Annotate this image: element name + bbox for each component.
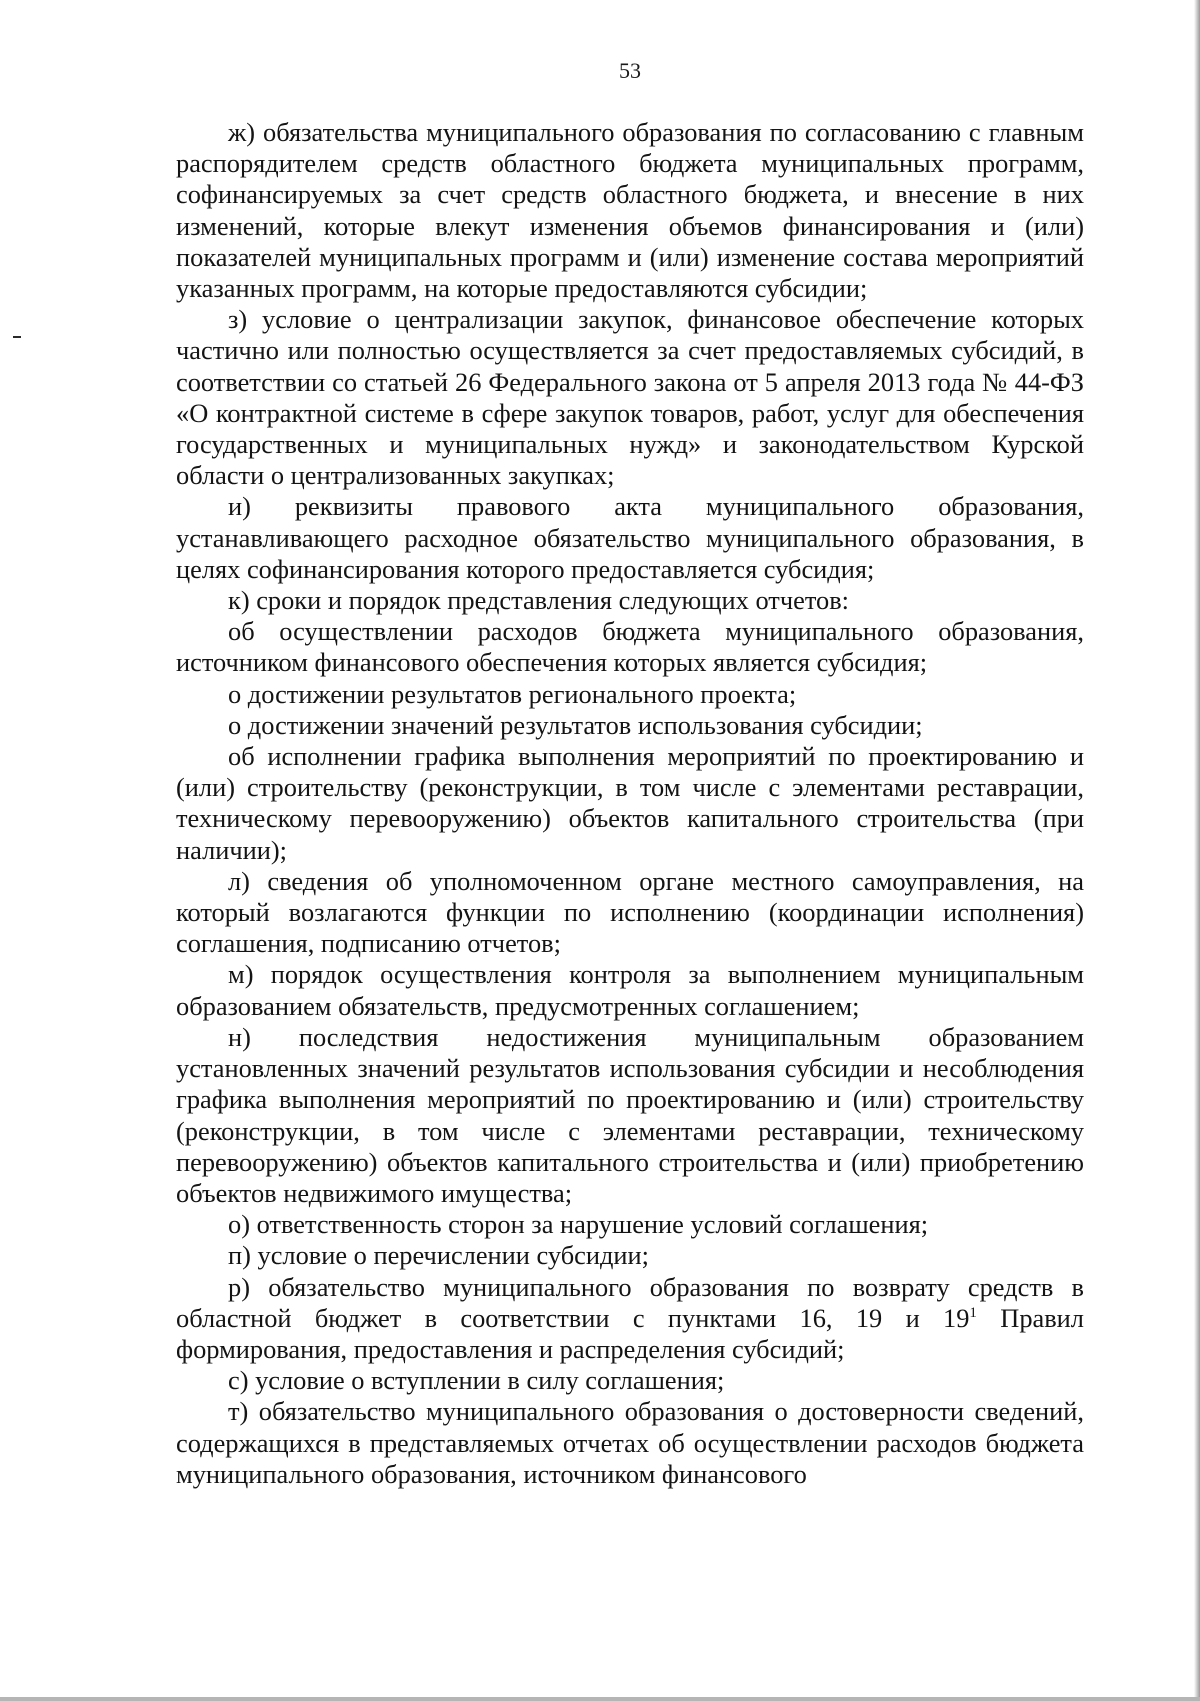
paragraph-n: н) последствия недостижения муниципальным образованием установленных значений результатов использования субсидии и несоблюдения графика выполнения мероприятий по проектированию и (или) строительству (реконструкции, в том числе с элементами реставрации, техническому перевооружению) объектов капитального строительства и (или) приобретению объектов недвижимого имущества; (176, 1021, 1084, 1208)
paragraph-report-schedule: об исполнении графика выполнения мероприятий по проектированию и (или) строительству (реконструкции, в том числе с элементами реставрации, техническому перевооружению) объектов капитального строительства (при наличии); (176, 741, 1084, 865)
paragraph-s: с) условие о вступлении в силу соглашения; (228, 1365, 725, 1396)
paragraph-t: т) обязательство муниципального образования о достоверности сведений, содержащихся в представляемых отчетах об осуществлении расходов бюджета муниципального образования, источником финансового (176, 1396, 1084, 1489)
paragraph-report-expenses: об осуществлении расходов бюджета муниципального образования, источником финансового обеспечения которых является субсидия; (176, 616, 1084, 678)
document-body (176, 117, 1084, 1490)
scan-edge-right (1194, 0, 1200, 1701)
paragraph-p: п) условие о перечислении субсидии; (228, 1240, 649, 1271)
paragraph-r-text-end: Правил формирования, предоставления и распределения субсидий; (176, 1302, 1084, 1364)
scan-edge-bottom (0, 1697, 1200, 1701)
paragraph-o: о) ответственность сторон за нарушение условий соглашения; (228, 1209, 929, 1240)
paragraph-zh: ж) обязательства муниципального образования по согласованию с главным распорядителем средств областного бюджета муниципальных программ, софинансируемых за счет средств областного бюджета, и внесение в них изменений, которые влекут изменения объемов финансирования и (или) показателей муниципальных программ и (или) изменение состава мероприятий указанных программ, на которые предоставляются субсидии; (176, 117, 1084, 304)
paragraph-r-superscript: 1 (969, 1304, 977, 1321)
paragraph-m: м) порядок осуществления контроля за выполнением муниципальным образованием обязательств, предусмотренных соглашением; (176, 959, 1084, 1021)
paragraph-r-text-start: р) обязательство муниципального образования по возврату средств в областной бюджет в соответствии с пунктами 16, 19 и 19 (176, 1271, 1084, 1333)
paragraph-k: к) сроки и порядок представления следующих отчетов: (228, 585, 850, 616)
paragraph-report-result-values: о достижении значений результатов использования субсидии; (228, 709, 923, 740)
paragraph-report-regional-project: о достижении результатов регионального проекта; (228, 678, 797, 709)
paragraph-r (176, 1272, 1084, 1366)
page-number: 53 (619, 58, 641, 83)
paragraph-i: и) реквизиты правового акта муниципального образования, устанавливающего расходное обязательство муниципального образования, в целях софинансирования которого предоставляется субсидия; (176, 491, 1084, 584)
margin-mark (13, 336, 21, 338)
paragraph-l: л) сведения об уполномоченном органе местного самоуправления, на который возлагаются функции по исполнению (координации исполнения) соглашения, подписанию отчетов; (176, 865, 1084, 959)
paragraph-z: з) условие о централизации закупок, финансовое обеспечение которых частично или полностью осуществляется за счет предоставляемых субсидий, в соответствии со статьей 26 Федерального закона от 5 апреля 2013 года № 44-ФЗ «О контрактной системе в сфере закупок товаров, работ, услуг для обеспечения государственных и муниципальных нужд» и законодательством Курской области о централизованных закупках; (176, 304, 1084, 491)
